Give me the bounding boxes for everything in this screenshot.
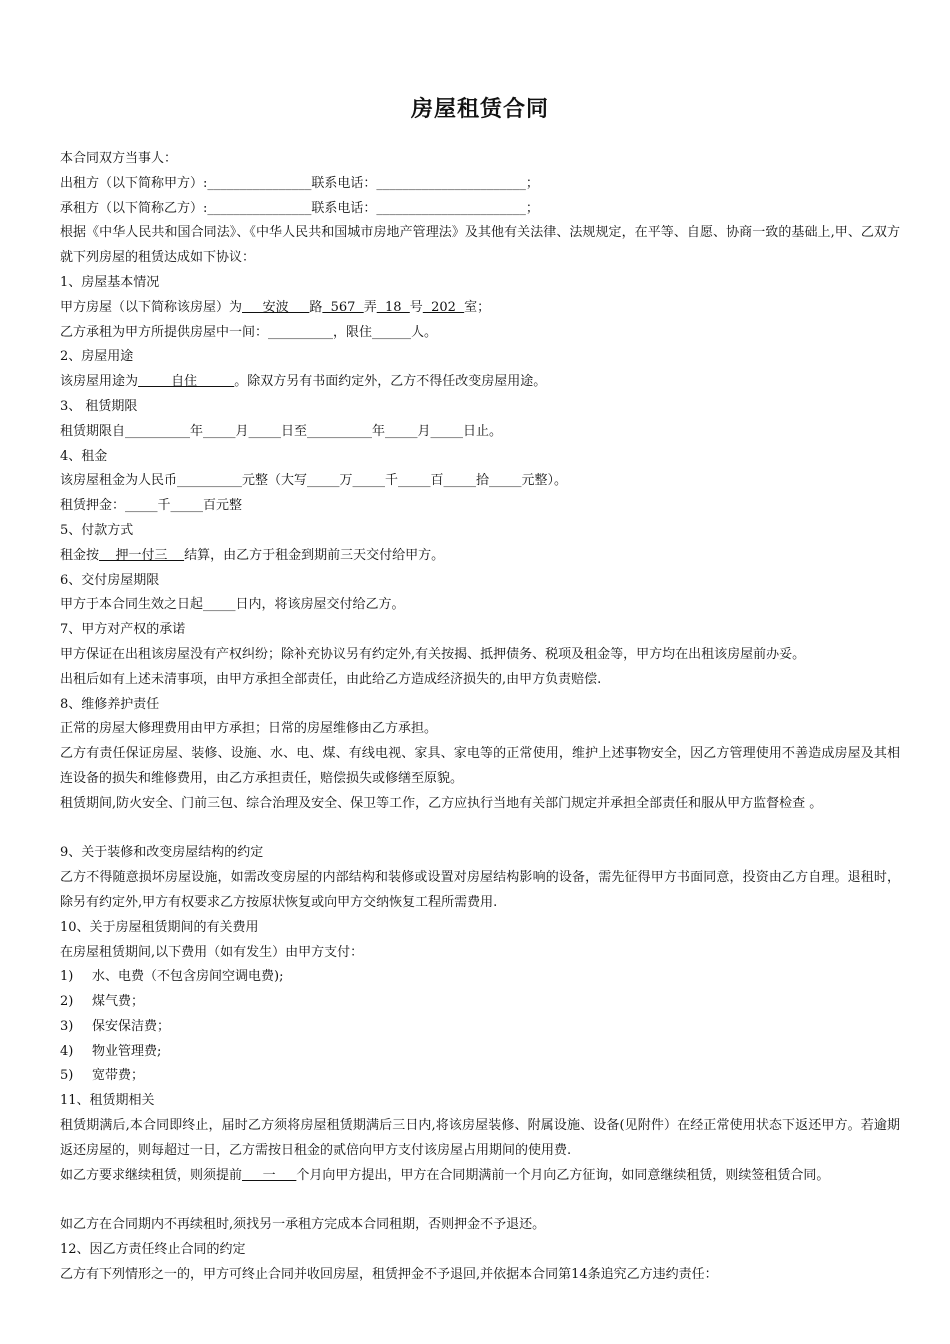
section-10-heading: 10、关于房屋租赁期间的有关费用 — [60, 919, 259, 935]
section-3-heading: 3、 租赁期限 — [60, 398, 138, 414]
spacer — [60, 817, 900, 842]
section-5-heading: 5、付款方式 — [60, 522, 134, 538]
usage-line — [60, 370, 900, 395]
list-text: 煤气费； — [92, 994, 145, 1010]
list-number: 1) — [60, 969, 74, 985]
usage-suffix: 。除双方另有书面约定外，乙方不得任改变房屋用途。 — [234, 374, 547, 390]
rent-amount-line: 该房屋租金为人民币__________元整（大写_____万_____千_____百_____拾_____元整）。 — [60, 473, 568, 489]
usage-value: 自住 — [138, 374, 235, 390]
section-12-heading: 12、因乙方责任终止合同的约定 — [60, 1242, 246, 1258]
list-text: 水、电费（不包含房间空调电费); — [92, 969, 284, 985]
list-item — [60, 990, 900, 1015]
list-text: 宽带费； — [92, 1068, 145, 1084]
section-2-heading: 2、房屋用途 — [60, 349, 134, 365]
renovation-paragraph: 乙方不得随意损坏房屋设施，如需改变房屋的内部结构和装修或设置对房屋结构影响的设备，需先征得甲方书面同意，投资由乙方自理。退租时，除另有约定外,甲方有权要求乙方按原状恢复或向甲方交纳恢复工程所需费用. — [60, 870, 900, 910]
road-suffix: 路 — [309, 299, 323, 315]
section-9-heading: 9、关于装修和改变房屋结构的约定 — [60, 845, 264, 861]
safety-line: 租赁期间,防火安全、门前三包、综合治理及安全、保卫等工作，乙方应执行当地有关部门规定并承担全部责任和服从甲方监督检查 。 — [60, 795, 823, 811]
list-number: 3) — [60, 1018, 74, 1034]
repair-cost-line: 正常的房屋大修理费用由甲方承担；日常的房屋维修由乙方承担。 — [60, 721, 438, 737]
payment-suffix: 结算，由乙方于租金到期前三天交付给甲方。 — [184, 547, 445, 563]
title-liability-line: 出租后如有上述未清事项，由甲方承担全部责任，由此给乙方造成经济损失的,由甲方负责赔偿. — [60, 671, 602, 687]
section-4-heading: 4、租金 — [60, 448, 108, 464]
lane-value: 18 — [376, 299, 410, 315]
fees-intro-line: 在房屋租赁期间,以下费用（如有发生）由甲方支付： — [60, 944, 364, 960]
lane-suffix: 号 — [409, 299, 423, 315]
delivery-line: 甲方于本合同生效之日起_____日内，将该房屋交付给乙方。 — [60, 597, 405, 613]
spacer — [60, 1188, 900, 1213]
renewal-months-value: 一 — [242, 1167, 297, 1183]
usage-prefix: 该房屋用途为 — [60, 374, 139, 390]
list-number: 2) — [60, 994, 74, 1010]
number-value: 567 — [322, 299, 364, 315]
termination-line: 乙方有下列情形之一的，甲方可终止合同并收回房屋，租赁押金不予退回,并依据本合同第14条追究乙方违约责任： — [60, 1266, 718, 1282]
section-8-heading: 8、维修养护责任 — [60, 696, 160, 712]
renewal-suffix: 个月向甲方提出，甲方在合同期满前一个月向乙方征询，如同意继续租赁，则续签租赁合同。 — [296, 1167, 830, 1183]
section-11-heading: 11、租赁期相关 — [60, 1093, 155, 1109]
maintenance-paragraph: 乙方有责任保证房屋、装修、设施、水、电、煤、有线电视、家具、家电等的正常使用，维护上述事物安全，因乙方管理使用不善造成房屋及其相连设备的损失和维修费用，由乙方承担责任，赔偿损失或修缮至原貌。 — [60, 746, 900, 786]
intro-line: 本合同双方当事人： — [60, 151, 178, 166]
address-prefix: 甲方房屋（以下简称该房屋）为 — [60, 299, 243, 315]
list-number: 4) — [60, 1043, 74, 1059]
title-guarantee-line: 甲方保证在出租该房屋没有产权纠纷；除补充协议另有约定外,有关按揭、抵押债务、税项及租金等，甲方均在出租该房屋前办妥。 — [60, 646, 806, 662]
list-text: 物业管理费; — [92, 1043, 162, 1059]
road-value: 安波 — [242, 299, 310, 315]
lessor-line: 出租方（以下简称甲方）:________________联系电话：_______________________； — [60, 175, 539, 191]
list-text: 保安保洁费； — [92, 1018, 171, 1034]
list-item — [60, 965, 900, 990]
room-value: 202 — [422, 299, 465, 315]
rented-room-line: 乙方承租为甲方所提供房屋中一间：__________，限住______人。 — [60, 324, 438, 340]
list-item — [60, 1015, 900, 1040]
lessee-line: 承租方（以下简称乙方）:________________联系电话：_______________________； — [60, 200, 539, 216]
renewal-prefix: 如乙方要求继续租赁，则须提前 — [60, 1167, 243, 1183]
room-suffix: 室； — [464, 299, 491, 315]
list-number: 5) — [60, 1068, 74, 1084]
sublease-line: 如乙方在合同期内不再续租时,须找另一承租方完成本合同租期，否则押金不予退还。 — [60, 1217, 546, 1233]
expiry-paragraph: 租赁期满后,本合同即终止，届时乙方须将房屋租赁期满后三日内,将该房屋装修、附属设施、设备(见附件）在经正常使用状态下返还甲方。若逾期返还房屋的，则每超过一日，乙方需按日租金的贰倍向甲方支付该房屋占用期间的使用费. — [60, 1118, 900, 1158]
section-1-heading: 1、房屋基本情况 — [60, 274, 160, 290]
section-6-heading: 6、交付房屋期限 — [60, 572, 160, 588]
payment-mode-value: 押一付三 — [99, 547, 185, 563]
lease-term-line: 租赁期限自__________年_____月_____日至__________年_____月_____日止。 — [60, 423, 503, 439]
list-item — [60, 1040, 900, 1065]
legal-basis-paragraph: 根据《中华人民共和国合同法》、《中华人民共和国城市房地产管理法》及其他有关法律、法规规定，在平等、自愿、协商一致的基础上,甲、乙双方就下列房屋的租赁达成如下协议： — [60, 225, 900, 266]
payment-line — [60, 544, 900, 569]
number-suffix: 弄 — [363, 299, 377, 315]
deposit-line: 租赁押金：_____千_____百元整 — [60, 498, 243, 514]
renewal-line — [60, 1164, 900, 1189]
page-title: 房屋租赁合同 — [410, 97, 549, 122]
list-item — [60, 1064, 900, 1089]
address-line — [60, 296, 900, 321]
contract-page — [60, 92, 900, 1288]
section-7-heading: 7、甲方对产权的承诺 — [60, 622, 186, 638]
payment-prefix: 租金按 — [60, 547, 100, 563]
